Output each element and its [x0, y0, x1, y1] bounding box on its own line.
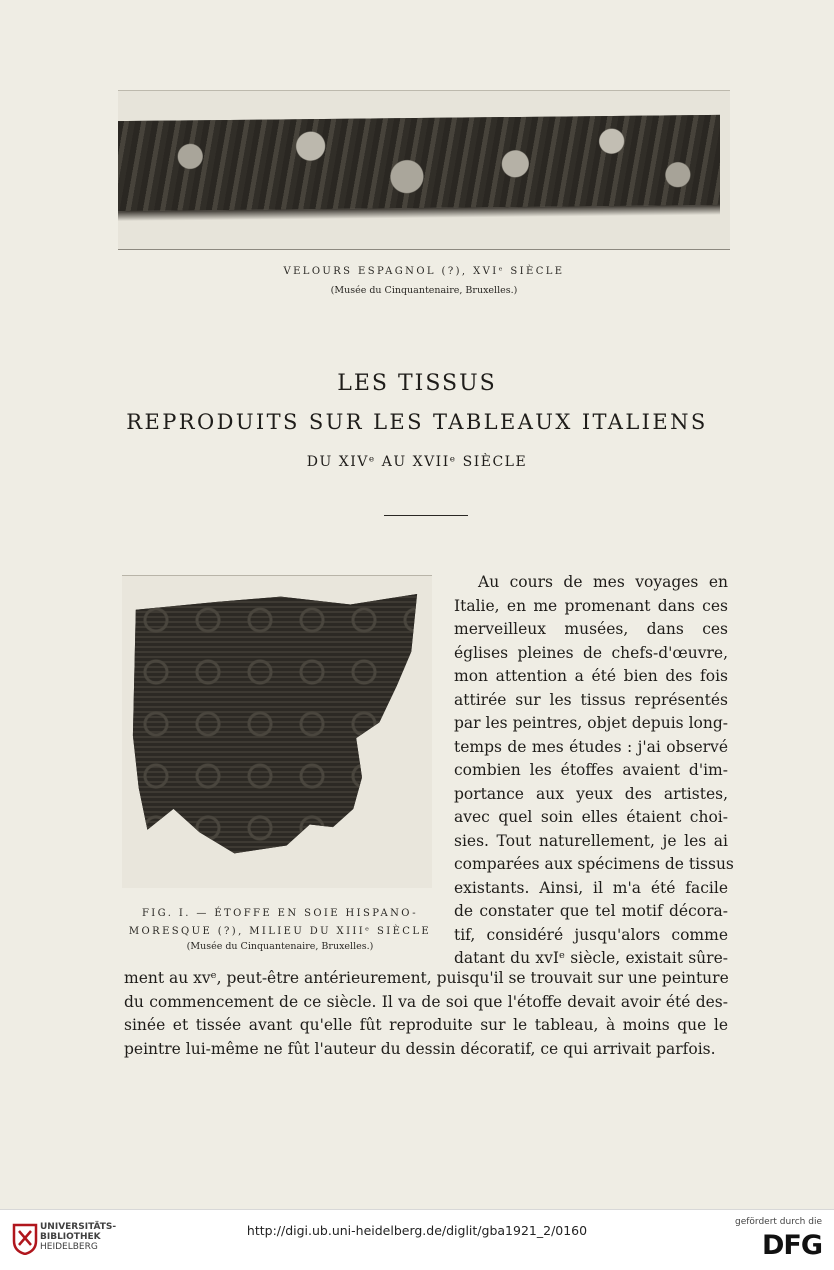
text-line: comparées aux spécimens de tissus [454, 855, 734, 873]
article-title-line1: LES TISSUS [337, 371, 497, 396]
dfg-logo: DFG [761, 1230, 822, 1261]
text-line: de constater que tel motif décora- [454, 902, 728, 920]
funding-label: gefördert durch die [735, 1217, 822, 1227]
text-line: attirée sur les tissus représentés [454, 690, 728, 709]
left-textile-figure [122, 575, 432, 888]
text-line: Au cours de mes voyages en [478, 573, 728, 591]
text-line: sies. Tout naturellement, je les ai [454, 831, 728, 850]
text-line: églises pleines de chefs-d'œuvre, [454, 643, 728, 662]
text-line: datant du xvIᵉ siècle, existait sûre- [454, 949, 728, 967]
silk-fabric-image [130, 594, 420, 856]
text-line: peintre lui-même ne fût l'auteur du dessin décoratif, ce qui arrivait parfois. [124, 1039, 716, 1058]
top-figure-museum: (Musée du Cinquantenaire, Bruxelles.) [330, 285, 518, 296]
fig1-caption-line1: FIG. I. — ÉTOFFE EN SOIE HISPANO- [141, 908, 419, 919]
column-paragraph [454, 571, 734, 971]
text-line: portance aux yeux des artistes, [454, 784, 728, 803]
top-textile-figure [118, 90, 730, 250]
text-line: Italie, en me promenant dans ces [454, 596, 728, 615]
text-line: temps de mes études : j'ai observé [454, 737, 728, 756]
top-figure-caption: VELOURS ESPAGNOL (?), XVIᵉ SIÈCLE [283, 266, 565, 277]
text-line: combien les étoffes avaient d'im- [454, 761, 728, 779]
permalink-url[interactable]: http://digi.ub.uni-heidelberg.de/diglit/gba1921_2/0160 [246, 1223, 588, 1238]
text-line: ment au xvᵉ, peut-être antérieurement, puisqu'il se trouvait sur une peinture [124, 969, 729, 987]
text-line: par les peintres, objet depuis long- [454, 714, 728, 732]
library-name-line1: UNIVERSITÄTS- [40, 1222, 117, 1232]
text-line: mon attention a été bien des fois [454, 667, 728, 685]
library-name-line2: BIBLIOTHEK [40, 1232, 101, 1242]
footer-bar [0, 1209, 834, 1270]
full-width-paragraph [124, 967, 728, 1061]
text-line: du commencement de ce siècle. Il va de soi que l'étoffe devait avoir été des- [124, 992, 728, 1011]
text-line: avec quel soin elles étaient choi- [454, 808, 728, 826]
text-line: sinée et tissée avant qu'elle fût reproduite sur le tableau, à moins que le [124, 1016, 728, 1034]
text-line: existants. Ainsi, il m'a été facile [454, 878, 728, 897]
library-name-line3: HEIDELBERG [40, 1242, 98, 1252]
fig1-museum: (Musée du Cinquantenaire, Bruxelles.) [186, 941, 374, 952]
text-line: tif, considéré jusqu'alors comme [454, 925, 728, 944]
text-line: merveilleux musées, dans ces [454, 620, 728, 638]
fig1-caption-line2: MORESQUE (?), MILIEU DU XIIIᵉ SIÈCLE [128, 926, 432, 937]
article-subtitle: DU XIVᵉ AU XVIIᵉ SIÈCLE [306, 454, 528, 470]
title-divider [384, 515, 468, 516]
velvet-textile-image [118, 115, 720, 211]
article-title-line2: REPRODUITS SUR LES TABLEAUX ITALIENS [126, 410, 708, 434]
